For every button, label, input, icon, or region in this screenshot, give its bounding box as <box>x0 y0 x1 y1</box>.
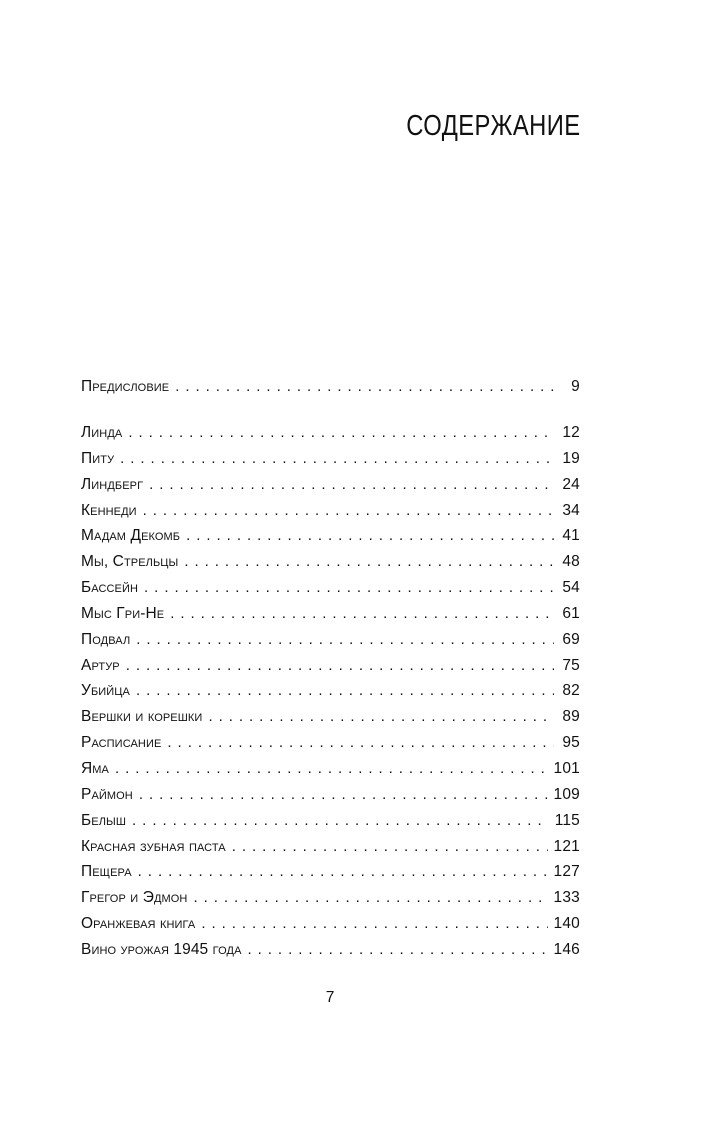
dot-leader <box>139 782 548 808</box>
toc-entry-preface <box>81 374 580 400</box>
toc-entry <box>81 678 580 704</box>
toc-entry-page: 115 <box>549 808 580 834</box>
toc-entry-label: Пещера <box>81 859 138 885</box>
toc-entry <box>81 523 580 549</box>
toc-entry <box>81 498 580 524</box>
dot-leader <box>232 834 548 860</box>
toc-entry-page: 19 <box>554 446 580 472</box>
toc-entry-page: 89 <box>554 704 580 730</box>
dot-leader <box>144 575 554 601</box>
page-title: СОДЕРЖАНИЕ <box>405 110 580 142</box>
toc-entry <box>81 911 580 937</box>
dot-leader <box>120 446 554 472</box>
toc-entry-page: 140 <box>548 911 580 937</box>
dot-leader <box>128 420 554 446</box>
toc-entry-label: Грегор и Эдмон <box>81 885 193 911</box>
toc-entry-page: 75 <box>554 653 580 679</box>
toc-entry-label: Мы, Стрельцы <box>81 549 184 575</box>
toc-entry <box>81 859 580 885</box>
toc-entry-page: 12 <box>554 420 580 446</box>
toc-entry-page: 121 <box>548 834 580 860</box>
toc-entry-label: Подвал <box>81 627 136 653</box>
dot-leader <box>132 808 549 834</box>
toc-entry-label: Белыш <box>81 808 132 834</box>
toc-entry <box>81 627 580 653</box>
toc-entry-label: Питу <box>81 446 120 472</box>
toc-entry-page: 48 <box>554 549 580 575</box>
dot-leader <box>126 653 554 679</box>
toc-entry <box>81 730 580 756</box>
toc-entry-page: 41 <box>554 523 580 549</box>
dot-leader <box>201 911 547 937</box>
dot-leader <box>186 523 554 549</box>
toc-entry <box>81 420 580 446</box>
toc-entry-label: Яма <box>81 756 115 782</box>
toc-entry-label: Кеннеди <box>81 498 143 524</box>
toc-entry-page: 61 <box>554 601 580 627</box>
toc-entry-page: 82 <box>554 678 580 704</box>
toc-entry <box>81 601 580 627</box>
toc-entry-label: Красная зубная паста <box>81 834 232 860</box>
dot-leader <box>170 601 554 627</box>
toc-entry-page: 101 <box>548 756 580 782</box>
toc-entry <box>81 937 580 963</box>
toc-entry-label: Линдберг <box>81 472 149 498</box>
toc-entry-label: Оранжевая книга <box>81 911 201 937</box>
toc-entry-label: Линда <box>81 420 128 446</box>
toc-entry-label: Мыс Гри-Не <box>81 601 170 627</box>
toc-entry-label: Бассейн <box>81 575 144 601</box>
toc-entry <box>81 704 580 730</box>
dot-leader <box>184 549 554 575</box>
dot-leader <box>175 374 554 400</box>
toc-entry-page: 146 <box>548 937 580 963</box>
dot-leader <box>248 937 548 963</box>
toc-entry <box>81 653 580 679</box>
toc-entry-page: 54 <box>554 575 580 601</box>
toc-entry-label: Расписание <box>81 730 167 756</box>
toc-entry-label: Вино урожая 1945 года <box>81 937 248 963</box>
toc-entry-page: 69 <box>554 627 580 653</box>
toc-entry <box>81 782 580 808</box>
toc-entry-label: Убийца <box>81 678 136 704</box>
toc-entry-page: 24 <box>554 472 580 498</box>
toc-preface-section <box>81 374 580 400</box>
dot-leader <box>138 859 548 885</box>
toc-entry-label: Вершки и корешки <box>81 704 208 730</box>
toc-chapter-list <box>81 420 580 963</box>
toc-entry <box>81 756 580 782</box>
toc-entry-label: Раймон <box>81 782 139 808</box>
dot-leader <box>136 627 554 653</box>
page-number: 7 <box>325 989 335 1006</box>
dot-leader <box>167 730 554 756</box>
toc-entry <box>81 472 580 498</box>
dot-leader <box>136 678 554 704</box>
toc-entry <box>81 885 580 911</box>
dot-leader <box>193 885 547 911</box>
toc-entry-page: 127 <box>548 859 580 885</box>
toc-entry-page: 133 <box>548 885 580 911</box>
toc-entry <box>81 446 580 472</box>
toc-entry-label: Артур <box>81 653 126 679</box>
dot-leader <box>143 498 554 524</box>
toc-entry-page: 9 <box>554 374 580 400</box>
toc-entry-page: 109 <box>548 782 580 808</box>
dot-leader <box>149 472 554 498</box>
toc-entry <box>81 549 580 575</box>
toc-entry-page: 34 <box>554 498 580 524</box>
toc-entry <box>81 808 580 834</box>
toc-entry-label: Мадам Декомб <box>81 523 186 549</box>
dot-leader <box>115 756 548 782</box>
toc-entry-label: Предисловие <box>81 374 175 400</box>
toc-entry-page: 95 <box>554 730 580 756</box>
toc-entry <box>81 834 580 860</box>
dot-leader <box>208 704 554 730</box>
toc-entry <box>81 575 580 601</box>
